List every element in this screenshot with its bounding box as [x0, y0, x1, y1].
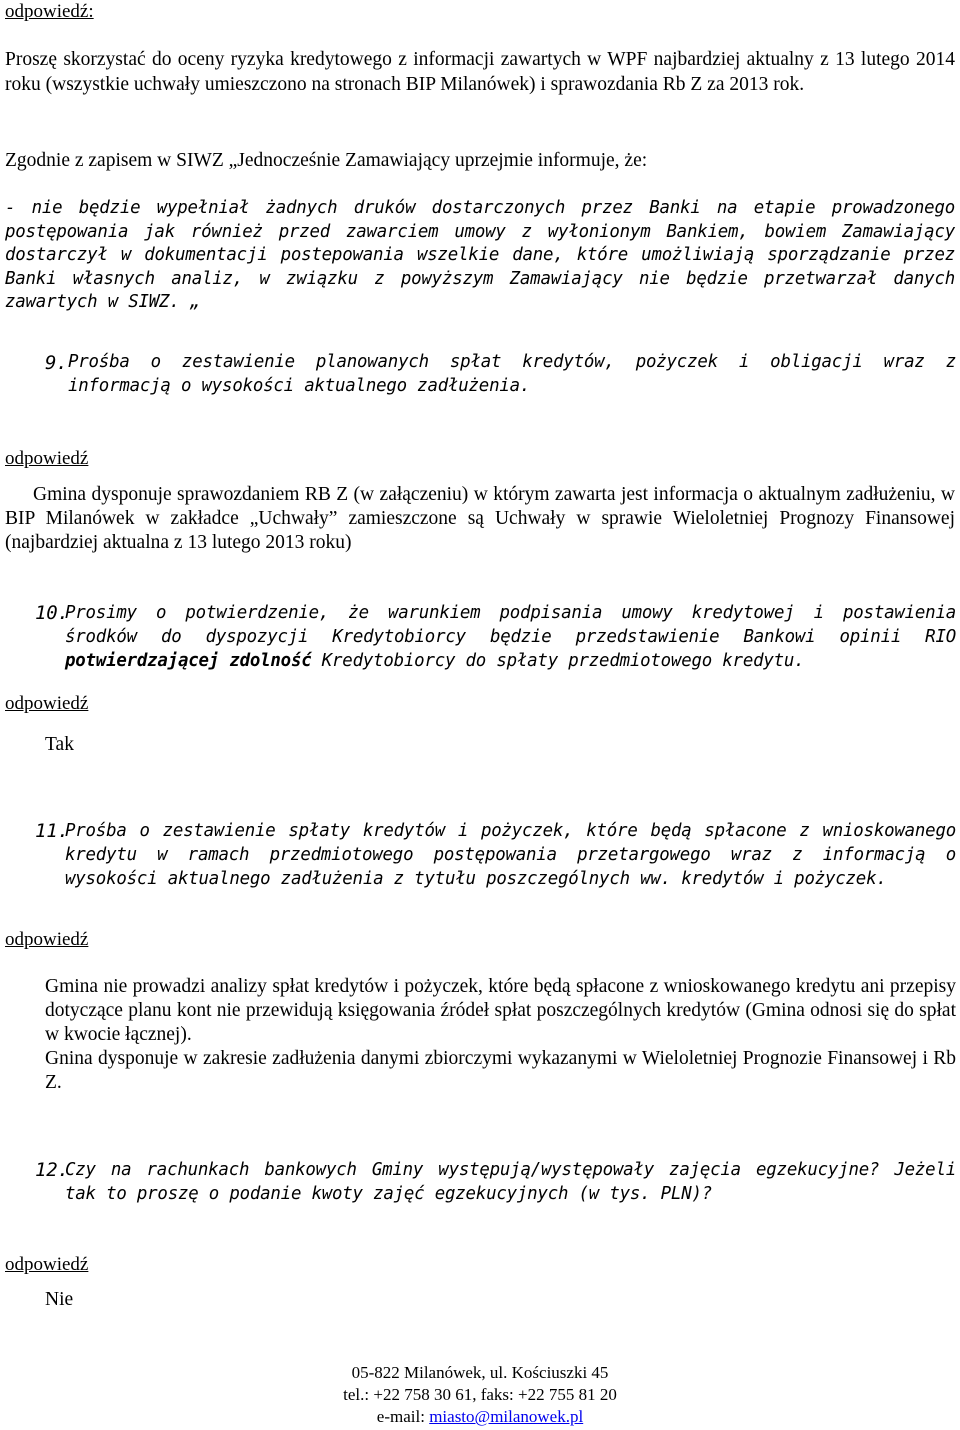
footer-email-link[interactable]: miasto@milanowek.pl	[429, 1407, 584, 1426]
question-bold-text: potwierdzającej zdolność	[65, 651, 312, 671]
question-number: 12.	[35, 1159, 69, 1181]
question-12-text: Czy na rachunkach bankowych Gminy występują/występowały zajęcia egzekucyjne? Jeżeli tak to proszę o podanie kwoty zajęć egzekucyjnych (w tys. PLN)?	[65, 1160, 956, 1204]
answer-label: odpowiedź	[5, 693, 89, 714]
answer-11-text-2: Gnina dysponuje w zakresie zadłużenia danymi zbiorczymi wykazanymi w Wieloletniej Prognozie Finansowej i Rb Z.	[45, 1048, 956, 1093]
intro-paragraph: Proszę skorzystać do oceny ryzyka kredytowego z informacji zawartych w WPF najbardziej aktualny z 13 lutego 2014 roku (wszystkie uchwały umieszczono na stronach BIP Milanówek) i sprawozdania Rb Z za 2013 rok.	[5, 49, 955, 95]
siwz-quote: - nie będzie wypełniał żadnych druków dostarczonych przez Banki na etapie prowadzonego postępowania jak również przed zawarciem umowy z wyłonionym Bankiem, bowiem Zamawiający dostarczył w dokumentacji postepowania wszelkie dane, które umożliwiają sporządzanie przez Banki własnych analiz, w związku z powyższym Zamawiający nie będzie przetwarzał danych zawartych w SIWZ. „	[5, 198, 955, 312]
question-9-text	[68, 351, 956, 398]
question-number: 9.	[45, 352, 68, 374]
answer-10-text: Tak	[45, 734, 74, 755]
footer-email-line	[0, 1406, 960, 1428]
page-footer	[0, 1362, 960, 1428]
question-number: 11.	[35, 820, 69, 842]
answer-9-text: Gmina dysponuje sprawozdaniem RB Z (w załączeniu) w którym zawarta jest informacja o aktualnym zadłużeniu, w BIP Milanówek w zakładce „Uchwały” zamieszczone są Uchwały w sprawie Wieloletniej Prognozy Finansowej (najbardziej aktualna z 13 lutego 2013 roku)	[5, 484, 955, 553]
question-text-end: Kredytobiorcy do spłaty przedmiotowego kredytu.	[311, 651, 805, 671]
answer-label: odpowiedź	[5, 929, 89, 950]
answer-label: odpowiedź:	[5, 1, 94, 22]
question-text: Prosimy o potwierdzenie, że warunkiem podpisania umowy kredytowej i postawienia środków do dyspozycji Kredytobiorcy będzie przedstawienie Bankowi opinii RIO	[65, 603, 956, 647]
footer-address: 05-822 Milanówek, ul. Kościuszki 45	[351, 1363, 609, 1382]
question-number: 10.	[35, 602, 69, 624]
question-text: Prośba o zestawienie planowanych spłat kredytów, pożyczek i obligacji wraz z informacją o wysokości aktualnego zadłużenia.	[68, 352, 956, 396]
footer-phone: tel.: +22 758 30 61, faks: +22 755 81 20	[343, 1385, 617, 1404]
answer-label: odpowiedź	[5, 448, 89, 469]
siwz-intro: Zgodnie z zapisem w SIWZ „Jednocześnie Zamawiający uprzejmie informuje, że:	[5, 150, 648, 171]
answer-12-text: Nie	[45, 1289, 74, 1310]
footer-email-label: e-mail:	[376, 1407, 430, 1426]
answer-11-text-1: Gmina nie prowadzi analizy spłat kredytów i pożyczek, które będą spłacone z wnioskowanego kredytu ani przepisy dotyczące planu kont nie przewidują księgowania źródeł spłat poszczególnych kredytów (Gmina odnosi się do spłat w kwocie łącznej).	[45, 976, 956, 1045]
answer-label: odpowiedź	[5, 1254, 89, 1275]
question-11-text: Prośba o zestawienie spłaty kredytów i pożyczek, które będą spłacone z wnioskowanego kredytu w ramach przedmiotowego postępowania przetargowego wraz z informacją o wysokości aktualnego zadłużenia z tytułu poszczególnych ww. kredytów i pożyczek.	[65, 821, 956, 889]
question-10-text	[65, 601, 956, 673]
